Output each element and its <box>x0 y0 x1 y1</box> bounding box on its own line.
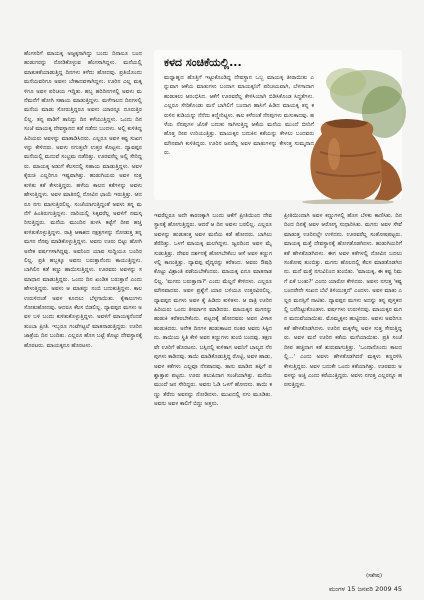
article-column-middle <box>154 212 272 583</box>
column-text: ಇವರೆಲ್ಲರೂ ಅದೇ ಕಾರಣಕ್ಕಾಗಿ ಬಂದು ಆಕೆಗೆ ಪ್ರೀತಿಯಿಂದ ದೇವಸ್ಥಾನಕ್ಕೆ ಹೋಗುತ್ತಿದ್ದರು. ಆದರೆ ಆ ದಿನ ಅವಳು ಬರಲಿಲ್ಲ. ಎಲ್ಲರೂ ಅವಳನ್ನು ಹುಡುಕುತ್ತ ಅವಳ ಮನೆಯ ಕಡೆ ಹೋದರು. ಬಾಗಿಲು ತೆರೆದಿತ್ತು. ಒಳಗೆ ಮಾಯಕ್ಕ ಮಲಗಿದ್ದಳು. ಜ್ವರದಿಂದ ಅವಳ ಮೈ ಸುಡುತ್ತಿತ್ತು. ದೇವರ ದರ್ಶನಕ್ಕೆ ಹೋಗಬೇಕೆಂಬ ಆಸೆ ಅವಳ ಕಣ್ಣುಗಳಲ್ಲಿ ಕಾಣುತ್ತಿತ್ತು. ದ್ಯಾವಪ್ಪ ವೈದ್ಯರನ್ನು ಕರೆತಂದ. ಅವರು ಔಷಧಿ ಕೊಟ್ಟು ವಿಶ್ರಾಂತಿ ಪಡೆಯಬೇಕೆಂದರು. ಮಾಯಕ್ಕ ಏನೂ ಮಾತನಾಡಲಿಲ್ಲ. 'ಮಗನು ಬರುತ್ತಾನಾ?' ಎಂದು ಮೆಲ್ಲನೆ ಕೇಳಿದಳು. ಎಲ್ಲರೂ ಮೌನವಾದರು. ಅವಳ ಪ್ರಶ್ನೆಗೆ ಯಾರ ಬಳಿಯೂ ಉತ್ತರವಿರಲಿಲ್ಲ. ದ್ಯಾವಪ್ಪನ ಮಗಳು ಅವಳ ಕೈ ಹಿಡಿದು ಕುಳಿತಳು. ಆ ರಾತ್ರಿ ಊರಿನ ಹಿರಿಯರು ಒಂದು ತೀರ್ಮಾನ ಮಾಡಿದರು. ಮಾಯಕ್ಕನ ಮಗನನ್ನು ಹುಡುಕಿ ಕರೆತರಬೇಕೆಂದು. ಪಟ್ಟಣಕ್ಕೆ ಹೋದವರು ಅವನ ವಿಳಾಸ ಹುಡುಕಿದರು. ಅನೇಕ ದಿನಗಳ ಹುಡುಕಾಟದ ನಂತರ ಅವನು ಸಿಕ್ಕಿದನು. ತಾಯಿಯ ಸ್ಥಿತಿ ಕೇಳಿ ಅವನ ಕಣ್ಣುಗಳು ತುಂಬಿ ಬಂದವು. ತಕ್ಷಣವೇ ಊರಿಗೆ ಹೊರಟನು. ಬಸ್ಸಿನಲ್ಲಿ ಕುಳಿತಾಗ ಅವನಿಗೆ ಬಾಲ್ಯದ ನೆನಪುಗಳು ಕಾಡಿದವು. ತಾಯಿ ಮಾಡಿಕೊಡುತ್ತಿದ್ದ ರೊಟ್ಟಿ, ಅವಳ ಹಾಡು, ಅವಳ ಕತೆಗಳು ಎಲ್ಲವೂ ನೆನಪಾದವು. ತಾನು ಮಾಡಿದ ತಪ್ಪಿಗೆ ಪಶ್ಚಾತ್ತಾಪ ಪಟ್ಟನು. ಊರು ತಲುಪಿದಾಗ ಸಂಜೆಯಾಗಿತ್ತು. ಮನೆಯ ಮುಂದೆ ಜನ ಸೇರಿದ್ದರು. ಅವನು ಓಡಿ ಒಳಗೆ ಹೋದನು. ತಾಯಿ ಕಣ್ಣು ತೆರೆದು ಅವನನ್ನು ನೋಡಿದಳು. ಮುಖದಲ್ಲಿ ನಗು ಮೂಡಿತು. ಅವನು ಅವಳ ಕಾಲಿಗೆ ಬಿದ್ದು ಅತ್ತನು. <box>154 213 272 408</box>
article-column-right <box>284 212 402 583</box>
to-be-continued: (ಸಶೇಷ) <box>366 573 383 579</box>
clay-pot-illustration <box>296 62 408 204</box>
box-title: ಕಳದ ಸಂಚಿಕೆಯಲ್ಲಿ... <box>164 56 242 69</box>
article-column-left <box>24 50 142 583</box>
column-text: ಹೆಂಗಸರಿಗೆ ಮಾಯಕ್ಕ ಅಜ್ಜಕ್ಕನಾಗಿದ್ದು ಬಂದು ದಿನಾಲೂ ಬಂದ ಹುಡುಗರನ್ನು ನೋಡಿಕೊಳ್ಳುವ ಹೆಂಗಸಾಗಿದ್ದಳು. ಮನೆಯಲ್ಲಿ ಮಾತುಕತೆಯಾಡುತ್ತಿದ್ದ ದಿನಗಳು ಕಳೆದು ಹೋದವು. ಪ್ರತಿಯೊಂದು ಮನೆಯವರಿಗೂ ಅವಳು ಬೇಕಾದವಳಾಗಿದ್ದಳು. ಊರಿನ ಎಲ್ಲ ಮಕ್ಕಳಿಗೂ ಅವಳ ಪರಿಚಯ ಇದ್ದಿತು. ಹಬ್ಬ ಹರಿದಿನಗಳಲ್ಲಿ ಅವಳು ಮನೆಮನೆಗೆ ಹೋಗಿ ಸಹಾಯ ಮಾಡುತ್ತಿದ್ದಳು. ಮಳೆಗಾಲದ ದಿನಗಳಲ್ಲಿ ಮನೆಯ ಮಾಡು ಸೋರುತ್ತಿದ್ದರೂ ಅವಳು ಯಾರನ್ನೂ ದೂರುತ್ತಿರಲಿಲ್ಲ. ತನ್ನ ಪಾಡಿಗೆ ತಾನಿದ್ದು ದಿನ ಕಳೆಯುತ್ತಿದ್ದಳು. ಒಂದು ದಿನ ಸಂಜೆ ಮಾಯಕ್ಕ ದೇವಸ್ಥಾನದ ಕಡೆ ನಡೆದು ಬಂದಳು. ಅಲ್ಲಿ ಕುಳಿತಿದ್ದ ಹಿರಿಯರು ಅವಳನ್ನು ಮಾತಾಡಿಸಿದರು. ಎಲ್ಲರೂ ಅವಳ ಕಷ್ಟ ಸುಖಗಳನ್ನು ಕೇಳಿದರು. ಅವಳು ನಗುತ್ತಲೇ ಉತ್ತರ ಕೊಟ್ಟಳು. ದ್ಯಾವಪ್ಪನ ಮನೆಯಲ್ಲಿ ಮದುವೆ ಸಂಭ್ರಮ ನಡೆದಿತ್ತು. ಊರವರೆಲ್ಲ ಅಲ್ಲಿ ಸೇರಿದ್ದರು. ಮಾಯಕ್ಕ ಅಡುಗೆ ಕೆಲಸದಲ್ಲಿ ಸಹಾಯ ಮಾಡುತ್ತಿದ್ದಳು. ಅವಳ ಕೈರುಚಿ ಎಲ್ಲರಿಗೂ ಇಷ್ಟವಾಗಿತ್ತು. ಹುಡುಗಿಯರು ಅವಳ ಸುತ್ತ ಕುಳಿತು ಕತೆ ಕೇಳುತ್ತಿದ್ದರು. ಹಳೆಯ ಕಾಲದ ಕತೆಗಳನ್ನು ಅವಳು ಹೇಳುತ್ತಿದ್ದಳು. ಅವಳ ಮಾತಿನಲ್ಲಿ ನೋವಿನ ಛಾಯೆ ಇರುತ್ತಿತ್ತು. ಆದರೂ ನಗು ಮಾಸುತ್ತಿರಲಿಲ್ಲ. ಸಂಜೆಯಾಗುತ್ತಿದ್ದಂತೆ ಅವಳು ತನ್ನ ಮನೆಗೆ ಹಿಂತಿರುಗುತ್ತಿದ್ದಳು. ದಾರಿಯಲ್ಲಿ ಸಿಕ್ಕವರೆಲ್ಲ ಅವಳಿಗೆ ನಮಸ್ಕರಿಸುತ್ತಿದ್ದರು. ಮನೆಯ ಮುಂದಿನ ತುಳಸಿ ಕಟ್ಟೆಗೆ ದೀಪ ಹಚ್ಚಿ ಕುಳಿತುಕೊಳ್ಳುತ್ತಿದ್ದಳು. ರಾತ್ರಿ ಆಕಾಶದ ನಕ್ಷತ್ರಗಳನ್ನು ನೋಡುತ್ತ ತನ್ನ ಮಗನ ನೆನಪು ಮಾಡಿಕೊಳ್ಳುತ್ತಿದ್ದಳು. ಅವನು ಊರು ಬಿಟ್ಟು ಹೋಗಿ ಅನೇಕ ವರ್ಷಗಳಾಗಿದ್ದವು. ಅವನಿಂದ ಯಾವ ಸುದ್ದಿಯೂ ಬಂದಿರಲಿಲ್ಲ. ಪ್ರತಿ ಹಬ್ಬಕ್ಕೂ ಅವನು ಬರುತ್ತಾನೆಂದು ಕಾಯುತ್ತಿದ್ದಳು. ಬಾಗಿಲಿನ ಕಡೆ ಕಣ್ಣು ಹಾಯಿಸುತ್ತಿದ್ದಳು. ಊರವರು ಅವಳನ್ನು ಸಮಾಧಾನ ಮಾಡುತ್ತಿದ್ದರು. ಒಂದು ದಿನ ಖಂಡಿತ ಬರುತ್ತಾನೆ ಎಂದು ಹೇಳುತ್ತಿದ್ದರು. ಅವಳು ಆ ಮಾತನ್ನು ನಂಬಿ ಬದುಕುತ್ತಿದ್ದಳು. ಕಾಲ ಉರುಳಿದಂತೆ ಅವಳ ಕೂದಲು ಬೆಳ್ಳಗಾಯಿತು. ಕೈಕಾಲುಗಳು ಸೋತುಹೋದವು. ಆದರೂ ಕೆಲಸ ಬಿಡಲಿಲ್ಲ. ದ್ಯಾವಪ್ಪನ ಮಗಳು ಅವಳ ಬಳಿ ಬಂದು ಕುಳಿತುಕೊಳ್ಳುತ್ತಿದ್ದಳು. ಅವಳಿಗೆ ಮಾಯಕ್ಕನೆಂದರೆ ತುಂಬಾ ಪ್ರೀತಿ. ಇಬ್ಬರೂ ಗಂಟೆಗಟ್ಟಲೆ ಮಾತನಾಡುತ್ತಿದ್ದರು. ಊರಿನ ಜಾತ್ರೆಯ ದಿನ ಬಂದಿತು. ಎಲ್ಲರೂ ಹೊಸ ಬಟ್ಟೆ ತೊಟ್ಟು ದೇವಸ್ಥಾನಕ್ಕೆ ಹೊರಟರು. ಮಾಯಕ್ಕನೂ ಹೊರಟಳು. <box>24 51 142 349</box>
column-text: ಪ್ರೀತಿಯಿಂದಾಗಿ ಅವಳ ಕಣ್ಣುಗಳಲ್ಲಿ ಹೊಸ ಬೆಳಕು ಕಾಣಿಸಿತು. ದಿನದಿಂದ ದಿನಕ್ಕೆ ಅವಳ ಆರೋಗ್ಯ ಸುಧಾರಿಸಿತು. ಮಗನು ಅವಳ ಸೇವೆ ಮಾಡುತ್ತ ಊರಿನಲ್ಲೇ ಉಳಿದನು. ಊರವರೆಲ್ಲ ಸಂತೋಷಪಟ್ಟರು. ಮಾಯಕ್ಕ ಮತ್ತೆ ದೇವಸ್ಥಾನಕ್ಕೆ ಹೋಗತೊಡಗಿದಳು. ಹುಡುಗಿಯರಿಗೆ ಕತೆ ಹೇಳತೊಡಗಿದಳು. ಈಗ ಅವಳ ಕತೆಗಳಲ್ಲಿ ನೋವಿನ ಬದಲು ಸಂತೋಷ ತುಂಬಿತ್ತು. ಮಗನು ಹೊಲದಲ್ಲಿ ಕೆಲಸ ಮಾಡತೊಡಗಿದನು. ಮನೆ ಮತ್ತೆ ನಗುವಿನಿಂದ ತುಂಬಿತು. 'ಮಾಯಕ್ಕ, ಈ ಕಷ್ಟ ನಿಮಗೆ ಏಕೆ ಬಂತು?' ಎಂದು ಯಾರೋ ಕೇಳಿದರು. ಅವಳು ನಗುತ್ತ 'ಕಷ್ಟ ಬಂದರೇನೇ ಸುಖದ ಬೆಲೆ ತಿಳಿಯುತ್ತದೆ' ಎಂದಳು. ಅವಳ ಮಾತು ಎಲ್ಲರ ಮನಸ್ಸಿಗೆ ನಾಟಿತು. ದ್ಯಾವಪ್ಪನ ಮಗಳು ಅದನ್ನು ತನ್ನ ಪುಸ್ತಕದಲ್ಲಿ ಬರೆದಿಟ್ಟುಕೊಂಡಳು. ವರ್ಷಗಳು ಉರುಳಿದವು. ಮಾಯಕ್ಕನ ಮಗನ ಮದುವೆಯಾಯಿತು. ಮೊಮ್ಮಕ್ಕಳು ಹುಟ್ಟಿದರು. ಅವಳು ಅವರಿಗೂ ಕತೆ ಹೇಳತೊಡಗಿದಳು. ಊರಿನ ಮಕ್ಕಳೆಲ್ಲ ಅವಳ ಸುತ್ತ ಸೇರುತ್ತಿದ್ದರು. ಅವಳ ಮನೆ ಊರಿನ ಕತೆಯ ಮನೆಯಾಯಿತು. ಪ್ರತಿ ಸಂಜೆ ದೀಪ ಹಚ್ಚಿದಾಗ ಕತೆ ಶುರುವಾಗುತ್ತಿತ್ತು. 'ಒಂದಾನೊಂದು ಕಾಲದಲ್ಲಿ...' ಎಂದು ಅವಳು ಹೇಳತೊಡಗಿದರೆ ಮಕ್ಕಳು ಕಣ್ಣರಳಿಸಿ ಕೇಳುತ್ತಿದ್ದರು. ಅವಳ ಬದುಕೇ ಒಂದು ಕತೆಯಾಗಿತ್ತು. ಊರವರು ಅವಳನ್ನು ಅಜ್ಜಿ ಎಂದು ಕರೆಯುತ್ತಿದ್ದರು. ಅವಳು ನಗುತ್ತ ಎಲ್ಲರನ್ನೂ ಹರಸುತ್ತಿದ್ದಳು. <box>284 213 402 389</box>
box-summary-text: ಮಧ್ಯಾಹ್ನದ ಹೊತ್ತಿಗೆ ಇಟ್ಟುಕೊಂಡಿದ್ದ ದೇವಸ್ಥಾನ ಒಬ್ಬ ಮಾಯಕ್ಕ ತೀರಾಯಿತು ಎನ್ನುವಾಗ ಆಕೆಯ ಮಾತುಗಳು ಬಂದಾಗ ಮಾಯಕ್ಕನಿಗೆ ಪರಿಚಯವಾಗಿ, ಬೆಳಗಾದಾಗ ಹುಡುಕಲು ಆರಂಭಿಸಿದ. ಆಕೆಗೆ ಊರವರೆಲ್ಲ ಕೇಳಿಸಿಯಾಗಿ ಬಿಡಿಸಿಕೊಂಡ ಸಿದ್ಧತೆಗಳು. ಎಲ್ಲರೂ ಸೇರಿಕೊಂಡು ಮನೆ ಬಾಗಿಲಿಗೆ ಬಂದಾಗ ಹಾಸಿಗೆ ಹಿಡಿದ ಮಾಯಕ್ಕ ತನ್ನ ಕರುಳಿನ ಕುಡಿಯನ್ನು ನೆನೆದು ಕಣ್ಣೀರಿಟ್ಟಳು. ಕಾಲ ಕಳೆದಂತೆ ನೆನಪುಗಳು ಮಸುಕಾದವು. ಹಳೆಯ ನೆನಪುಗಳ ಜೊತೆ ಬದುಕು ಸಾಗಿಸುತ್ತಿದ್ದ ಆಕೆಯ ಮನೆಯ ಮುಂದೆ ಬೀದಿಗೆ ಹೊತ್ತ ದೀಪ ಉರಿಯುತ್ತಿತ್ತು. ಮಾಯಕ್ಕನ ಬದುಕಿನ ಕತೆಯನ್ನು ಕೇಳಲು ಬಂದವರು ಮೌನವಾಗಿ ಕುಳಿತಿದ್ದರು. ಊರಿನ ಜನರೆಲ್ಲ ಅವಳ ಮಾತುಗಳನ್ನು ಕೇಳುತ್ತ ಸುಮ್ಮನಾದರು. <box>164 75 314 157</box>
page-footer: ಮಂಗಳ 15 ಜನವರಿ 2009 45 <box>328 585 402 593</box>
